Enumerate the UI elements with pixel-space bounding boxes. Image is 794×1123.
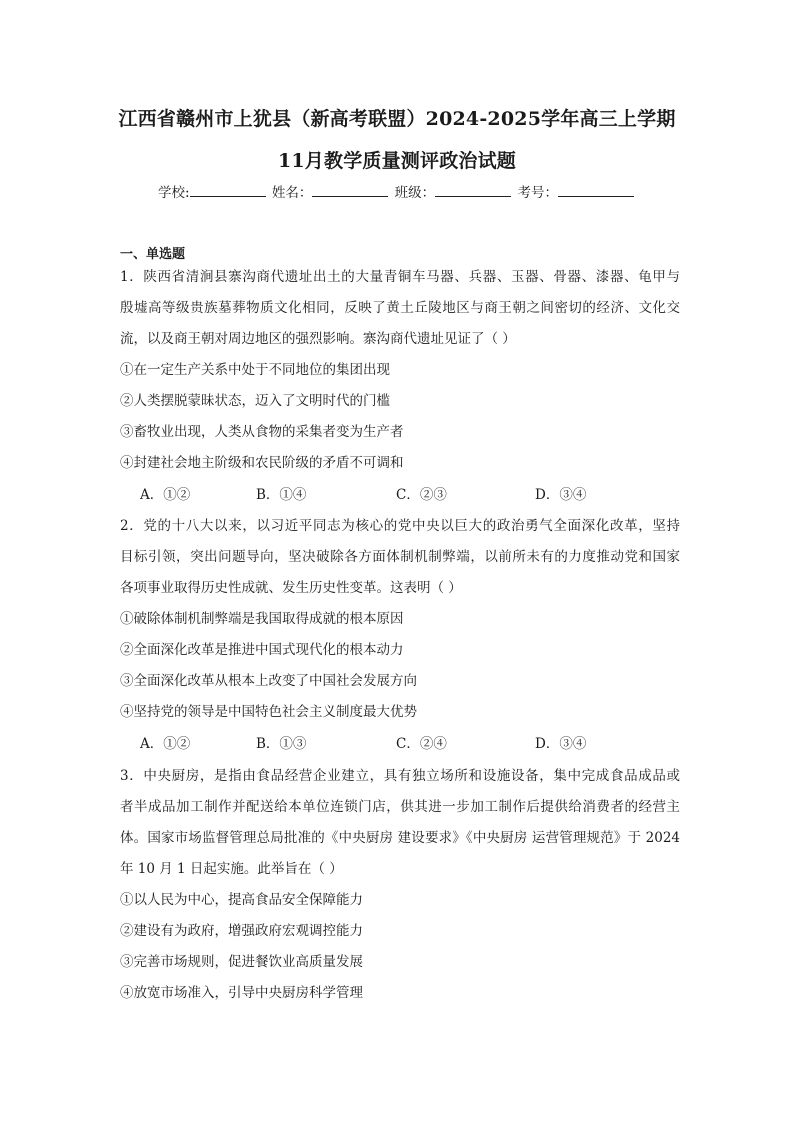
q1-choice-d: D．③④: [535, 487, 587, 503]
q1-stem-line: 1．陕西省清涧县寨沟商代遗址出土的大量青铜车马器、兵器、玉器、骨器、漆器、龟甲与: [120, 269, 680, 285]
section-title: 一、单选题: [120, 247, 186, 262]
name-label: 姓名：: [271, 185, 313, 201]
q2-choice-b: B．①③: [256, 736, 307, 752]
q2-choice-c: C．②④: [396, 736, 447, 752]
q1-option: ①在一定生产关系中处于不同地位的集团出现: [120, 362, 390, 378]
exam-title-line-1: 江西省赣州市上犹县（新高考联盟）2024-2025学年高三上学期: [118, 108, 676, 130]
q1-option: ②人类摆脱蒙昧状态，迈入了文明时代的门槛: [120, 393, 390, 409]
exam-number-blank: [558, 184, 634, 197]
q3-option: ①以人民为中心，提高食品安全保障能力: [120, 892, 363, 908]
q1-option: ④封建社会地主阶级和农民阶级的矛盾不可调和: [120, 455, 404, 471]
q2-stem-line: 各项事业取得历史性成就、发生历史性变革。这表明（ ）: [120, 580, 462, 596]
student-info-row: [0, 181, 794, 201]
q3-stem-line: 体。国家市场监督管理总局批准的《中央厨房 建设要求》《中央厨房 运营管理规范》于 2024: [120, 830, 680, 846]
q2-choice-a: A．①②: [140, 736, 191, 752]
q3-option: ②建设有为政府，增强政府宏观调控能力: [120, 923, 363, 939]
q2-stem-line: 2．党的十八大以来，以习近平同志为核心的党中央以巨大的政治勇气全面深化改革，坚持: [120, 518, 680, 534]
class-label: 班级：: [394, 185, 436, 201]
school-label: 学校:: [158, 185, 190, 201]
name-blank: [312, 184, 388, 197]
q3-stem-line: 年 10 月 1 日起实施。此举旨在（ ）: [120, 861, 343, 877]
q3-option: ③完善市场规则，促进餐饮业高质量发展: [120, 954, 363, 970]
q1-choice-c: C．②③: [396, 487, 447, 503]
q2-stem-line: 目标引领，突出问题导向，坚决破除各方面体制机制弊端，以前所未有的力度推动党和国家: [120, 549, 680, 565]
q3-stem-line: 者半成品加工制作并配送给本单位连锁门店，供其进一步加工制作后提供给消费者的经营主: [120, 799, 680, 815]
q3-option: ④放宽市场准入，引导中央厨房科学管理: [120, 985, 363, 1001]
q1-choice-a: A．①②: [140, 487, 191, 503]
exam-number-label: 考号：: [517, 185, 558, 201]
q2-option: ③全面深化改革从根本上改变了中国社会发展方向: [120, 673, 417, 689]
q2-choice-d: D．③④: [535, 736, 587, 752]
q1-option: ③畜牧业出现，人类从食物的采集者变为生产者: [120, 424, 404, 440]
q1-stem-line: 流，以及商王朝对周边地区的强烈影响。寨沟商代遗址见证了（ ）: [120, 331, 516, 347]
q2-option: ②全面深化改革是推进中国式现代化的根本动力: [120, 642, 404, 658]
exam-title-line-2: 11月教学质量测评政治试题: [277, 150, 517, 172]
q1-stem-line: 殷墟高等级贵族墓葬物质文化相同，反映了黄土丘陵地区与商王朝之间密切的经济、文化交: [120, 300, 680, 316]
q2-option: ①破除体制机制弊端是我国取得成就的根本原因: [120, 611, 404, 627]
q1-choice-b: B．①④: [256, 487, 307, 503]
q2-option: ④坚持党的领导是中国特色社会主义制度最大优势: [120, 704, 417, 720]
class-blank: [435, 184, 511, 197]
q3-stem-line: 3．中央厨房，是指由食品经营企业建立，具有独立场所和设施设备，集中完成食品成品或: [120, 768, 680, 784]
school-blank: [190, 184, 266, 197]
